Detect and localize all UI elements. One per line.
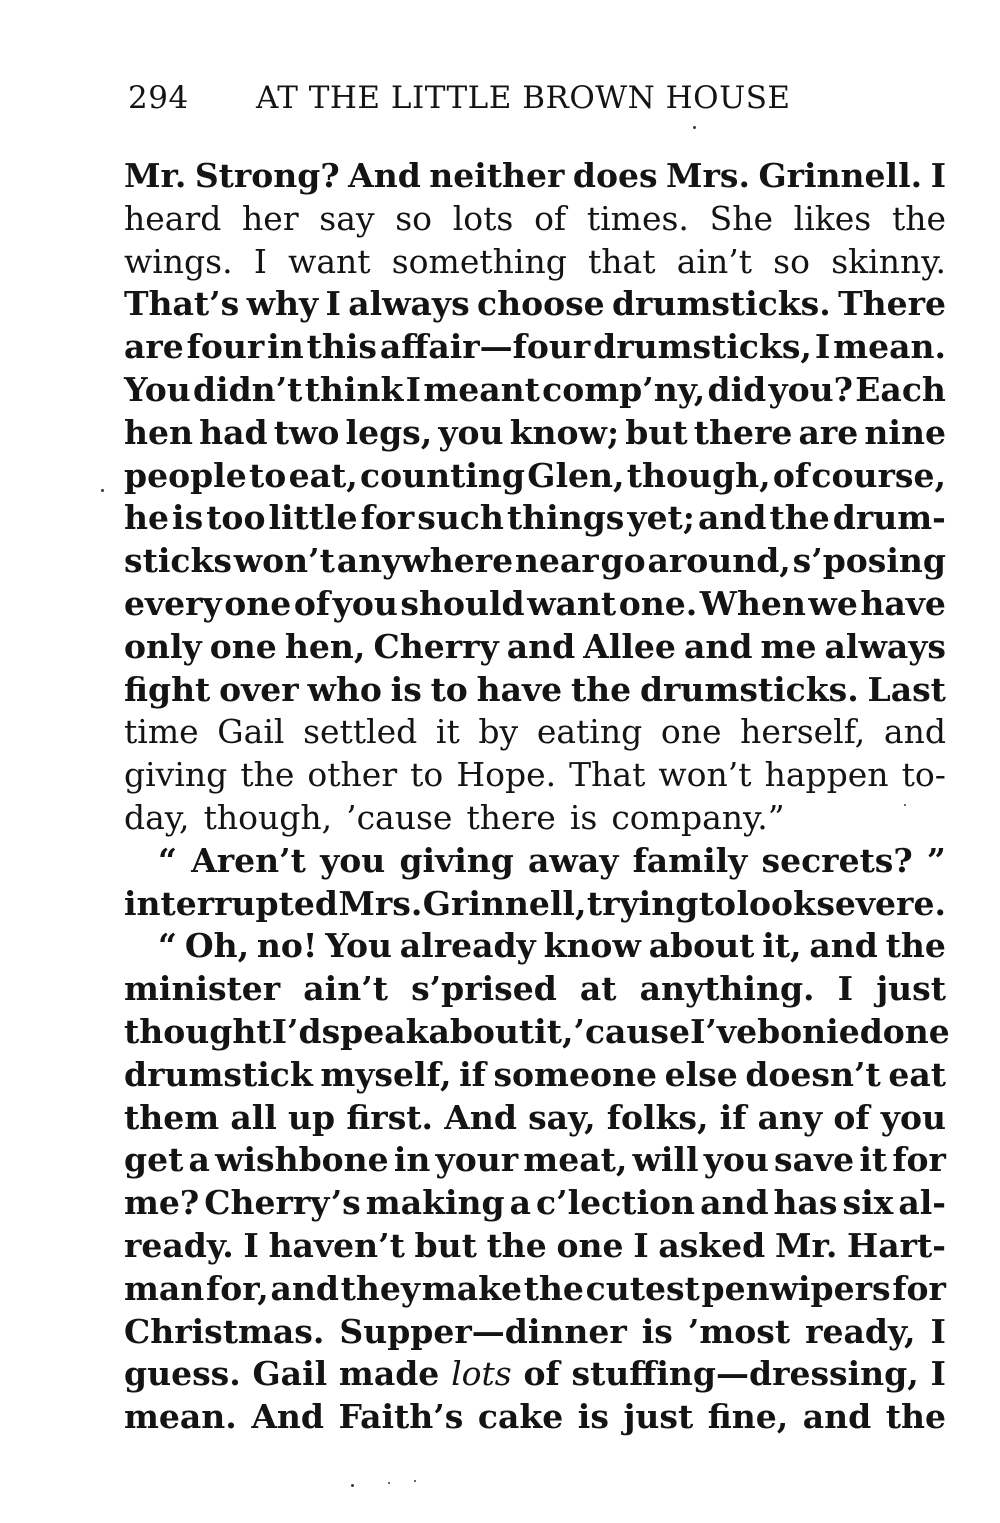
text-line bbox=[124, 241, 946, 284]
word: it, bbox=[534, 1011, 574, 1051]
word: likes bbox=[793, 198, 872, 238]
text-line bbox=[124, 497, 946, 540]
word: the bbox=[486, 1225, 547, 1265]
word: to bbox=[698, 883, 736, 923]
word: someone bbox=[493, 1054, 657, 1094]
word: Cherry’s bbox=[204, 1183, 361, 1223]
text-line bbox=[124, 540, 946, 583]
word: one bbox=[209, 626, 277, 666]
word: know bbox=[543, 926, 641, 966]
word: hen, bbox=[284, 626, 366, 666]
word: speak bbox=[321, 1011, 429, 1051]
word: eat bbox=[888, 1054, 946, 1094]
text-line bbox=[124, 754, 946, 797]
word: drumstick bbox=[124, 1054, 313, 1094]
word: mean. bbox=[124, 1397, 237, 1437]
word: does bbox=[572, 156, 658, 195]
scan-speck bbox=[101, 489, 104, 492]
word: over bbox=[219, 669, 299, 709]
word: had bbox=[199, 412, 268, 452]
word: know; bbox=[509, 412, 620, 452]
text-line bbox=[124, 925, 946, 968]
word: but bbox=[625, 412, 688, 452]
word: look bbox=[736, 883, 816, 923]
word: drumsticks. bbox=[639, 669, 859, 709]
word: such bbox=[417, 498, 504, 538]
word: ready. bbox=[124, 1225, 234, 1265]
word: should bbox=[400, 583, 525, 623]
word: he bbox=[124, 498, 169, 538]
word: Supper—dinner bbox=[339, 1311, 627, 1351]
word: up bbox=[288, 1097, 336, 1137]
text-line bbox=[124, 326, 946, 369]
word: won’t bbox=[233, 541, 335, 581]
word: we bbox=[808, 583, 858, 623]
word: who bbox=[307, 669, 382, 709]
word: thought bbox=[124, 1011, 272, 1051]
word: other bbox=[307, 755, 398, 795]
word: s’posing bbox=[792, 541, 946, 581]
word: happen bbox=[764, 755, 889, 795]
word: is bbox=[577, 1397, 609, 1437]
scan-speck bbox=[388, 1482, 390, 1484]
word: times. bbox=[586, 198, 689, 238]
word: legs, bbox=[345, 412, 433, 452]
word: always bbox=[824, 626, 946, 666]
word: one bbox=[224, 583, 292, 623]
word: it bbox=[435, 712, 460, 752]
word: drum- bbox=[832, 498, 946, 538]
word: the bbox=[523, 1268, 584, 1308]
word: you bbox=[320, 840, 386, 880]
word: ’cause bbox=[346, 797, 453, 837]
word: it, bbox=[762, 926, 802, 966]
word: is bbox=[172, 498, 204, 538]
text-line bbox=[124, 1353, 946, 1396]
word: ’cause bbox=[573, 1011, 690, 1051]
word: the bbox=[769, 498, 830, 538]
word: just bbox=[623, 1397, 694, 1437]
word: the bbox=[240, 755, 295, 795]
word: a bbox=[509, 1183, 531, 1223]
word: make bbox=[421, 1268, 522, 1308]
word: giving bbox=[399, 840, 514, 880]
word: sticks bbox=[124, 541, 232, 581]
word: Last bbox=[867, 669, 946, 709]
word: She bbox=[709, 198, 773, 238]
word: say, bbox=[528, 1097, 596, 1137]
word: by bbox=[478, 712, 519, 752]
word: people bbox=[124, 455, 247, 495]
word: want bbox=[527, 583, 617, 623]
text-line bbox=[124, 412, 946, 455]
text-line bbox=[124, 711, 946, 754]
word: nine bbox=[864, 412, 946, 452]
word: near bbox=[514, 541, 599, 581]
word: any bbox=[757, 1097, 823, 1137]
text-line bbox=[124, 626, 946, 669]
word: stuffing—dressing, bbox=[571, 1354, 919, 1394]
word: and bbox=[700, 1183, 769, 1223]
word: about bbox=[648, 926, 755, 966]
word: That bbox=[569, 755, 646, 795]
word: lots bbox=[452, 198, 514, 238]
word: always bbox=[348, 284, 470, 324]
word: Mrs. bbox=[338, 883, 423, 923]
word: secrets? bbox=[761, 840, 913, 880]
word: day, bbox=[124, 797, 190, 837]
word: trying bbox=[586, 883, 699, 923]
scan-speck bbox=[904, 804, 906, 806]
word: penwipers bbox=[701, 1268, 891, 1308]
text-line bbox=[124, 883, 946, 926]
word: Allee bbox=[583, 626, 676, 666]
word: every bbox=[124, 583, 222, 623]
word: Grinnell, bbox=[422, 883, 587, 923]
text-line bbox=[124, 1054, 946, 1097]
word: of bbox=[833, 1097, 870, 1137]
word: I bbox=[325, 284, 341, 324]
text-line bbox=[124, 1139, 946, 1182]
word: and bbox=[883, 712, 946, 752]
word: the bbox=[885, 1397, 946, 1437]
word: interrupted bbox=[124, 883, 338, 923]
word: comp’ny, bbox=[542, 369, 706, 409]
word: I bbox=[930, 156, 946, 195]
word: Faith’s bbox=[338, 1397, 464, 1437]
word: making bbox=[365, 1183, 505, 1223]
text-line bbox=[124, 1097, 946, 1140]
scan-speck bbox=[414, 1480, 416, 1482]
word: And bbox=[444, 1097, 517, 1137]
scan-speck bbox=[693, 126, 696, 129]
word: Hope. bbox=[456, 755, 557, 795]
word: already bbox=[399, 926, 536, 966]
word: didn’t bbox=[192, 369, 303, 409]
word: Mr. bbox=[124, 156, 187, 195]
word: minister bbox=[124, 969, 281, 1009]
text-line bbox=[124, 1011, 950, 1054]
word: hen bbox=[124, 412, 193, 452]
word: the bbox=[885, 926, 946, 966]
word: but bbox=[414, 1225, 477, 1265]
word: I bbox=[930, 1311, 946, 1351]
word: that bbox=[588, 241, 656, 281]
word: and bbox=[698, 498, 767, 538]
word: Mr. bbox=[774, 1225, 838, 1265]
page-header bbox=[128, 76, 843, 120]
word: a bbox=[188, 1140, 210, 1180]
word: though, bbox=[626, 455, 771, 495]
text-line bbox=[124, 669, 946, 712]
word: too bbox=[206, 498, 266, 538]
word: Gail bbox=[217, 712, 285, 752]
body-text bbox=[124, 155, 950, 1439]
text-line bbox=[124, 283, 946, 326]
word: haven’t bbox=[268, 1225, 405, 1265]
word: Strong? bbox=[194, 156, 340, 195]
word: You bbox=[124, 369, 191, 409]
word: c’lection bbox=[536, 1183, 696, 1223]
word: and bbox=[506, 626, 576, 666]
word: eating bbox=[536, 712, 643, 752]
text-line bbox=[124, 968, 946, 1011]
word: Oh, bbox=[184, 926, 250, 966]
word: you? bbox=[768, 369, 853, 409]
word: to bbox=[249, 455, 287, 495]
word: When bbox=[699, 583, 806, 623]
word: And bbox=[251, 1397, 324, 1437]
word: it bbox=[859, 1140, 888, 1180]
word: four bbox=[186, 327, 265, 367]
word: folks, bbox=[606, 1097, 709, 1137]
word: is bbox=[569, 797, 598, 837]
word: cake bbox=[477, 1397, 564, 1437]
text-line bbox=[124, 1225, 946, 1268]
word: something bbox=[391, 241, 567, 281]
word: and bbox=[809, 926, 878, 966]
word: heard bbox=[124, 198, 222, 238]
word: bonied bbox=[757, 1011, 883, 1051]
word: wishbone bbox=[215, 1140, 389, 1180]
text-line bbox=[124, 1396, 946, 1439]
word: of bbox=[293, 583, 331, 623]
word: yet; bbox=[627, 498, 695, 538]
word: myself, bbox=[320, 1054, 452, 1094]
text-line bbox=[124, 1268, 946, 1311]
word: ’most bbox=[687, 1311, 791, 1351]
word: save bbox=[774, 1140, 855, 1180]
word: there bbox=[466, 797, 556, 837]
text-line bbox=[124, 155, 946, 198]
word: mean. bbox=[833, 327, 946, 367]
word: herself, bbox=[740, 712, 866, 752]
page-number: 294 bbox=[128, 80, 189, 116]
word: meat, bbox=[523, 1140, 628, 1180]
word: Each bbox=[855, 369, 946, 409]
word: the bbox=[891, 198, 946, 238]
word: one bbox=[660, 712, 722, 752]
word: will bbox=[632, 1140, 699, 1180]
word: You bbox=[325, 926, 392, 966]
word: settled bbox=[303, 712, 418, 752]
word: al- bbox=[898, 1183, 946, 1223]
word: giving bbox=[124, 755, 228, 795]
word: so bbox=[773, 241, 810, 281]
text-line bbox=[124, 797, 946, 840]
word: ready, bbox=[805, 1311, 916, 1351]
word: say bbox=[319, 198, 375, 238]
word: all bbox=[230, 1097, 277, 1137]
word: and bbox=[270, 1268, 339, 1308]
word: you bbox=[880, 1097, 946, 1137]
word: for bbox=[892, 1268, 946, 1308]
word: away bbox=[528, 840, 619, 880]
word: little bbox=[268, 498, 358, 538]
word: I bbox=[243, 1225, 259, 1265]
word: time bbox=[124, 712, 199, 752]
word: Aren’t bbox=[191, 840, 306, 880]
word: for bbox=[892, 1140, 946, 1180]
word: else bbox=[664, 1054, 738, 1094]
word: Grinnell. bbox=[758, 156, 923, 195]
word: counting bbox=[360, 455, 525, 495]
word: for, bbox=[206, 1268, 269, 1308]
word: to- bbox=[901, 755, 946, 795]
word: And bbox=[348, 156, 421, 195]
word: guess. bbox=[124, 1354, 241, 1394]
word: course, bbox=[811, 455, 946, 495]
word: about bbox=[428, 1011, 535, 1051]
word: her bbox=[242, 198, 299, 238]
word: you bbox=[703, 1140, 769, 1180]
word: is bbox=[641, 1311, 673, 1351]
word: That’s bbox=[124, 284, 240, 324]
word: have bbox=[476, 669, 563, 709]
word: I bbox=[253, 241, 267, 281]
word: me bbox=[760, 626, 817, 666]
word: there bbox=[693, 412, 793, 452]
word: ” bbox=[926, 840, 946, 880]
word: Hart- bbox=[847, 1225, 946, 1265]
word: fight bbox=[124, 669, 211, 709]
word: severe. bbox=[816, 883, 946, 923]
word: six bbox=[842, 1183, 894, 1223]
text-line bbox=[124, 1311, 946, 1354]
word: you bbox=[332, 583, 398, 623]
word: only bbox=[124, 626, 202, 666]
word: your bbox=[435, 1140, 519, 1180]
text-line bbox=[124, 583, 946, 626]
word: cutest bbox=[585, 1268, 700, 1308]
word: me? bbox=[124, 1183, 200, 1223]
word: ain’t bbox=[676, 241, 752, 281]
word: skinny. bbox=[831, 241, 946, 281]
word: this bbox=[306, 327, 377, 367]
word: things bbox=[506, 498, 625, 538]
word: eat, bbox=[288, 455, 358, 495]
word: won’t bbox=[658, 755, 752, 795]
word: doesn’t bbox=[745, 1054, 881, 1094]
word: “ bbox=[158, 926, 177, 966]
word: go bbox=[600, 541, 646, 581]
word: around, bbox=[647, 541, 791, 581]
word: “ bbox=[158, 840, 177, 880]
word: Gail bbox=[252, 1354, 328, 1394]
word: so bbox=[395, 198, 433, 238]
word: anywhere bbox=[336, 541, 514, 581]
word: Christmas. bbox=[124, 1311, 325, 1351]
word: no! bbox=[256, 926, 318, 966]
word: neither bbox=[429, 156, 565, 195]
word: choose bbox=[476, 284, 605, 324]
word: just bbox=[876, 969, 946, 1009]
word: for bbox=[360, 498, 415, 538]
word: I bbox=[814, 327, 831, 367]
text-line bbox=[124, 455, 946, 498]
word: I’d bbox=[271, 1011, 322, 1051]
word: of bbox=[772, 455, 810, 495]
word: are bbox=[798, 412, 859, 452]
word: made bbox=[338, 1354, 440, 1394]
word: I bbox=[633, 1225, 649, 1265]
word: at bbox=[579, 969, 617, 1009]
word: if bbox=[719, 1097, 747, 1137]
word: There bbox=[838, 284, 946, 324]
word: of bbox=[523, 1354, 560, 1394]
word: Cherry bbox=[373, 626, 499, 666]
word: them bbox=[124, 1097, 220, 1137]
word: to bbox=[410, 755, 444, 795]
scan-speck bbox=[351, 1484, 354, 1487]
word: drumsticks, bbox=[593, 327, 812, 367]
word: anything. bbox=[639, 969, 815, 1009]
word: man bbox=[124, 1268, 205, 1308]
word: of bbox=[534, 198, 567, 238]
text-line bbox=[124, 1182, 946, 1225]
word: lots bbox=[451, 1354, 512, 1394]
word: they bbox=[340, 1268, 421, 1308]
word: and bbox=[802, 1397, 872, 1437]
word: get bbox=[124, 1140, 184, 1180]
word: ain’t bbox=[303, 969, 388, 1009]
word: why bbox=[246, 284, 319, 324]
word: first. bbox=[346, 1097, 434, 1137]
word: fine, bbox=[707, 1397, 789, 1437]
word: I’ve bbox=[689, 1011, 758, 1051]
word: the bbox=[570, 669, 632, 709]
word: did bbox=[707, 369, 767, 409]
word: company.” bbox=[611, 797, 785, 837]
text-line bbox=[124, 369, 946, 412]
word: is bbox=[390, 669, 422, 709]
word: family bbox=[632, 840, 748, 880]
running-title: AT THE LITTLE BROWN HOUSE bbox=[256, 80, 791, 116]
word: two bbox=[273, 412, 340, 452]
word: s’prised bbox=[411, 969, 557, 1009]
word: are bbox=[124, 327, 184, 367]
word: affair—four bbox=[379, 327, 591, 367]
word: in bbox=[393, 1140, 431, 1180]
text-line bbox=[124, 198, 946, 241]
word: if bbox=[459, 1054, 486, 1094]
word: one bbox=[882, 1011, 950, 1051]
word: want bbox=[288, 241, 371, 281]
word: I bbox=[405, 369, 422, 409]
text-line bbox=[124, 840, 946, 883]
word: one. bbox=[618, 583, 698, 623]
word: and bbox=[684, 626, 753, 666]
word: to bbox=[430, 669, 468, 709]
word: you bbox=[438, 412, 504, 452]
word: I bbox=[837, 969, 854, 1009]
word: asked bbox=[658, 1225, 766, 1265]
word: have bbox=[860, 583, 946, 623]
word: though, bbox=[203, 797, 333, 837]
word: one bbox=[556, 1225, 624, 1265]
word: in bbox=[267, 327, 304, 367]
word: Mrs. bbox=[666, 156, 750, 195]
word: meant bbox=[423, 369, 540, 409]
word: Glen, bbox=[527, 455, 625, 495]
word: drumsticks. bbox=[611, 284, 831, 324]
word: has bbox=[773, 1183, 838, 1223]
word: wings. bbox=[124, 241, 233, 281]
word: think bbox=[304, 369, 404, 409]
word: I bbox=[930, 1354, 946, 1394]
